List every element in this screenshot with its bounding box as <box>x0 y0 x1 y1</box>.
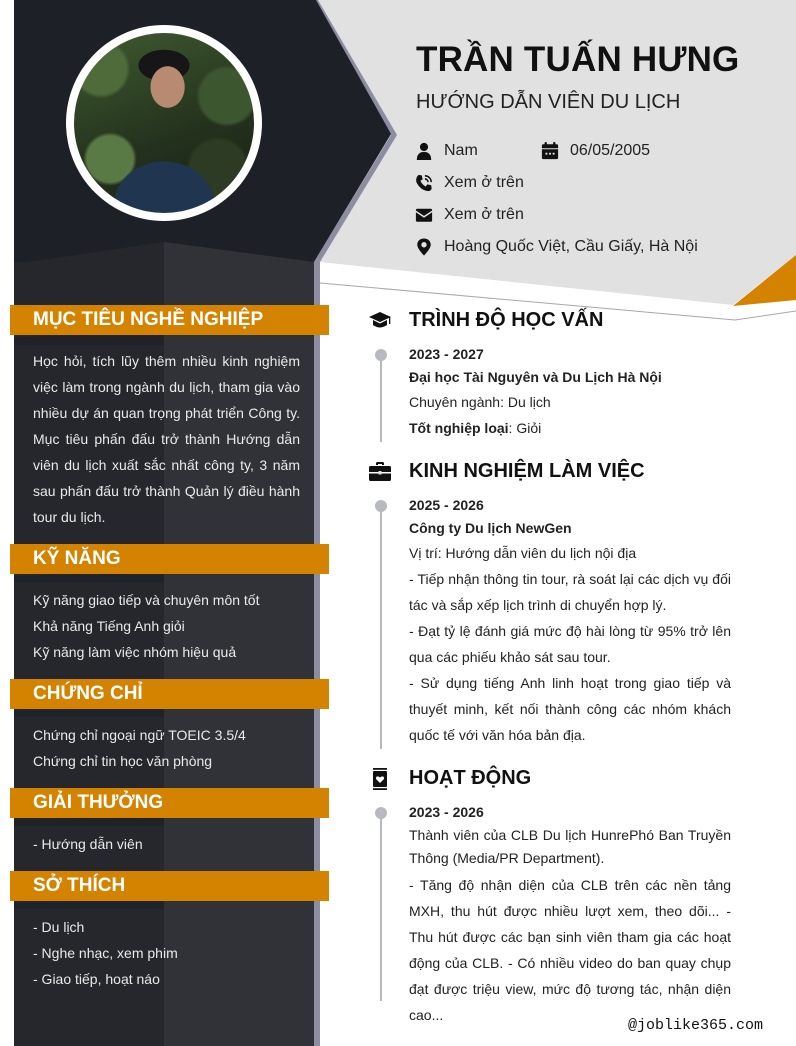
activity-role: Thành viên của CLB Du lịch HunrePhó Ban Truyền Thông (Media/PR Department). <box>409 827 731 866</box>
company-name: Công ty Du lịch NewGen <box>409 520 572 536</box>
activity-period: 2023 - 2026 <box>409 804 484 820</box>
major: Chuyên ngành: Du lịch <box>409 394 551 410</box>
phone-value[interactable]: Xem ở trên <box>444 174 524 191</box>
experience-bullet: - Tiếp nhận thông tin tour, rà soát lại các dịch vụ đối tác và sắp xếp lịch trình di chuyển hợp lý. <box>409 571 731 613</box>
certificate-item: Chứng chỉ tin học văn phòng <box>33 753 213 769</box>
hobby-item: - Giao tiếp, hoạt náo <box>33 971 160 987</box>
grade <box>409 415 731 441</box>
objective-text: Học hỏi, tích lũy thêm nhiều kinh nghiệm việc làm trong ngành du lịch, tham gia vào nhiều dự án quan trọng phát triển Công ty. Mục tiêu phấn đấu trở thành Hướng dẫn viên du lịch xuất sắc nhất công ty, 3 năm sau phấn đấu trở thành Quản lý điều hành tour du lịch. <box>33 353 300 525</box>
address-row <box>414 237 698 257</box>
school-name: Đại học Tài Nguyên và Du Lịch Hà Nội <box>409 369 662 385</box>
experience-bullet: - Đạt tỷ lệ đánh giá mức độ hài lòng từ 95% trở lên qua các phiếu khảo sát sau tour. <box>409 623 731 665</box>
watermark: @joblike365.com <box>628 1017 764 1034</box>
skills-list <box>33 587 300 665</box>
activity-entry <box>409 801 731 1028</box>
user-icon <box>414 141 434 161</box>
timeline-line <box>380 355 382 442</box>
experience-bullet: - Sử dụng tiếng Anh linh hoạt trong giao tiếp và thuyết minh, kết nối thành công các nhóm khách quốc tế với văn hóa bản địa. <box>409 675 731 743</box>
hobbies-heading: SỞ THÍCH <box>10 871 329 901</box>
email-row <box>414 205 524 225</box>
skill-item: Kỹ năng làm việc nhóm hiệu quả <box>33 644 237 660</box>
graduation-cap-icon <box>368 309 392 333</box>
education-entry <box>409 343 731 441</box>
email-value[interactable]: Xem ở trên <box>444 206 524 223</box>
calendar-icon <box>540 141 560 161</box>
skill-item: Kỹ năng giao tiếp và chuyên môn tốt <box>33 592 260 608</box>
experience-entry <box>409 494 731 748</box>
skill-item: Khả năng Tiếng Anh giỏi <box>33 618 185 634</box>
hobby-item: - Nghe nhạc, xem phim <box>33 945 178 961</box>
gender-value: Nam <box>444 142 478 159</box>
envelope-icon <box>414 205 434 225</box>
avatar <box>66 25 262 221</box>
profile-photo <box>74 33 254 213</box>
map-marker-icon <box>414 237 434 257</box>
skills-heading: KỸ NĂNG <box>10 544 329 574</box>
briefcase-icon <box>368 460 392 484</box>
experience-title: KINH NGHIỆM LÀM VIỆC <box>409 460 645 482</box>
objective-heading: MỤC TIÊU NGHỀ NGHIỆP <box>10 305 329 335</box>
hobby-item: - Du lịch <box>33 919 85 935</box>
candidate-name: TRẦN TUẤN HƯNG <box>416 40 740 79</box>
certificates-heading: CHỨNG CHỈ <box>10 679 329 709</box>
certificate-item: Chứng chỉ ngoại ngữ TOEIC 3.5/4 <box>33 727 246 743</box>
job-title: HƯỚNG DẪN VIÊN DU LỊCH <box>416 91 681 113</box>
certificates-list <box>33 722 300 774</box>
grade-label: Tốt nghiệp loại <box>409 420 509 436</box>
activities-title: HOẠT ĐỘNG <box>409 767 532 789</box>
birthday-value: 06/05/2005 <box>570 142 651 159</box>
heart-jar-icon <box>368 767 392 791</box>
education-title: TRÌNH ĐỘ HỌC VẤN <box>409 309 604 331</box>
address-value: Hoàng Quốc Việt, Cầu Giấy, Hà Nội <box>444 238 698 255</box>
grade-value: : Giỏi <box>508 420 542 436</box>
hobbies-list <box>33 914 300 992</box>
birthday-row <box>540 141 650 161</box>
gender-row <box>414 141 478 161</box>
awards-heading: GIẢI THƯỞNG <box>10 788 329 818</box>
position: Vị trí: Hướng dẫn viên du lịch nội địa <box>409 545 637 561</box>
experience-period: 2025 - 2026 <box>409 497 484 513</box>
activity-description: - Tăng độ nhận diện của CLB trên các nền tảng MXH, thu hút được nhiều lượt xem, theo dõi... - Thu hút được các bạn sinh viên tham gia các hoạt động của CLB. - Có nhiều video do ban quay chụp đạt được triệu view, mức độ tương tác, nhận diện cao... <box>409 877 731 1023</box>
awards-list <box>33 831 300 857</box>
phone-icon <box>414 173 434 193</box>
timeline-line <box>380 813 382 1001</box>
timeline-line <box>380 506 382 749</box>
education-period: 2023 - 2027 <box>409 346 484 362</box>
phone-row <box>414 173 524 193</box>
award-item: - Hướng dẫn viên <box>33 836 143 852</box>
